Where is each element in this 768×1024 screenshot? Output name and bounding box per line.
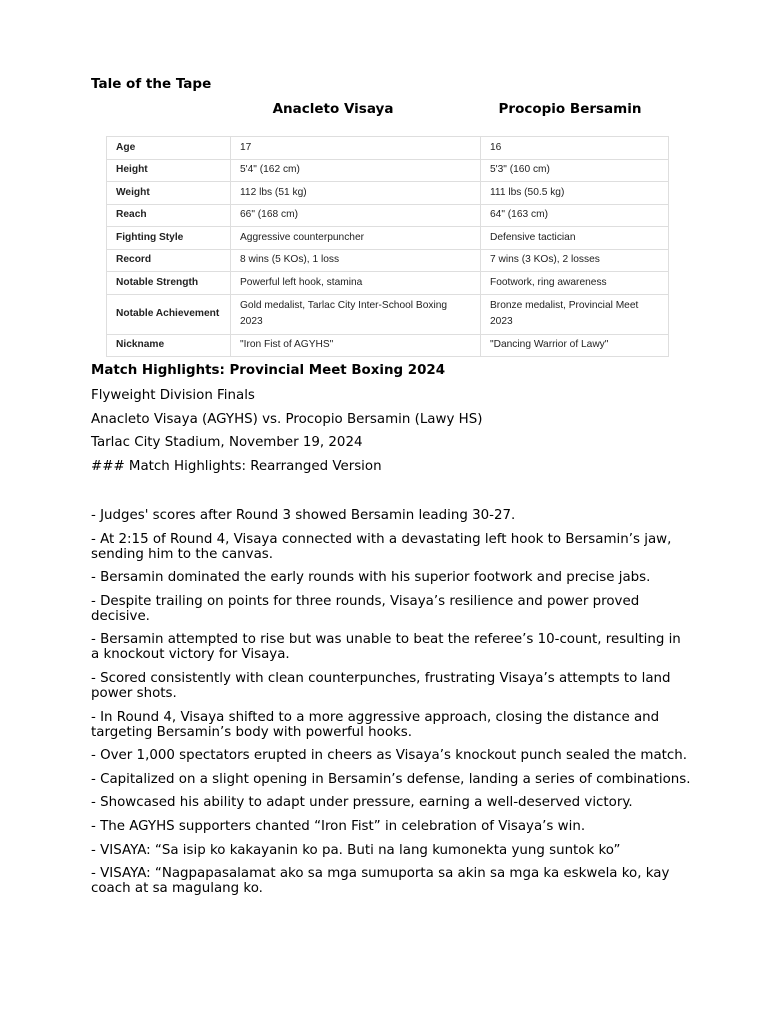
fighter-a-value: 8 wins (5 KOs), 1 loss [231, 249, 481, 272]
list-item: - Showcased his ability to adapt under pressure, earning a well-deserved victory. [91, 795, 633, 811]
table-row-notable-achievement [107, 294, 669, 334]
table-row-reach [107, 204, 669, 227]
list-item: - Judges' scores after Round 3 showed Bersamin leading 30-27. [91, 508, 516, 523]
fighter-b-value: 111 lbs (50.5 kg) [481, 182, 669, 205]
list-item: - Despite trailing on points for three rounds, Visaya’s resilience and power proved decisive. [91, 593, 640, 624]
list-item: - Capitalized on a slight opening in Bersamin’s defense, landing a series of combinations. [91, 771, 691, 787]
tale-of-tape-title: Tale of the Tape [91, 76, 212, 92]
rearranged-subheading: ### Match Highlights: Rearranged Version [91, 459, 382, 474]
list-item: - Bersamin attempted to rise but was unable to beat the referee’s 10-count, resulting in a knockout victory for Visaya. [91, 632, 681, 663]
row-label: Weight [107, 182, 231, 205]
fighter-b-value: 5'3" (160 cm) [481, 159, 669, 182]
list-item: - Over 1,000 spectators erupted in cheers as Visaya’s knockout punch sealed the match. [91, 748, 688, 764]
list-item: - In Round 4, Visaya shifted to a more aggressive approach, closing the distance and targeting Bersamin’s body with powerful hooks. [91, 709, 660, 740]
fighter-a-value: "Iron Fist of AGYHS" [231, 334, 481, 357]
fighter-b-value: 64" (163 cm) [481, 204, 669, 227]
highlights-heading: Match Highlights: Provincial Meet Boxing 2024 [91, 363, 446, 378]
fighter-a-value: 17 [231, 137, 481, 160]
highlights-list [91, 508, 691, 905]
matchup-line: Anacleto Visaya (AGYHS) vs. Procopio Bersamin (Lawy HS) [91, 412, 483, 427]
table-row-notable-strength [107, 272, 669, 295]
table-row-weight [107, 182, 669, 205]
table-row-fighting-style [107, 227, 669, 250]
fighter-b-value: Defensive tactician [481, 227, 669, 250]
fighter-b-value: 16 [481, 137, 669, 160]
list-item: - At 2:15 of Round 4, Visaya connected with a devastating left hook to Bersamin’s jaw, sending him to the canvas. [91, 531, 672, 562]
list-item: - Scored consistently with clean counterpunches, frustrating Visaya’s attempts to land power shots. [91, 670, 671, 701]
table-row-record [107, 249, 669, 272]
fighter-a-value: Gold medalist, Tarlac City Inter-School Boxing 2023 [231, 294, 481, 334]
row-label: Notable Achievement [107, 294, 231, 334]
table-row-age [107, 137, 669, 160]
fighter-b-header: Procopio Bersamin [498, 101, 642, 117]
fighter-a-value: 66" (168 cm) [231, 204, 481, 227]
fighter-b-value: 7 wins (3 KOs), 2 losses [481, 249, 669, 272]
table-row-height [107, 159, 669, 182]
fighter-a-value: 112 lbs (51 kg) [231, 182, 481, 205]
fighter-a-value: Powerful left hook, stamina [231, 272, 481, 295]
row-label: Notable Strength [107, 272, 231, 295]
fighter-a-value: Aggressive counterpuncher [231, 227, 481, 250]
fighter-a-header: Anacleto Visaya [272, 101, 394, 117]
fighter-b-value: Footwork, ring awareness [481, 272, 669, 295]
row-label: Age [107, 137, 231, 160]
row-label: Record [107, 249, 231, 272]
list-item: - Bersamin dominated the early rounds with his superior footwork and precise jabs. [91, 570, 651, 586]
row-label: Reach [107, 204, 231, 227]
row-label: Fighting Style [107, 227, 231, 250]
row-label: Nickname [107, 334, 231, 357]
table-row-nickname [107, 334, 669, 357]
list-item: - The AGYHS supporters chanted “Iron Fist” in celebration of Visaya’s win. [91, 818, 586, 834]
tale-of-tape-table [106, 136, 669, 357]
fighter-b-value: "Dancing Warrior of Lawy" [481, 334, 669, 357]
fighter-a-value: 5'4" (162 cm) [231, 159, 481, 182]
division-line: Flyweight Division Finals [91, 388, 255, 403]
row-label: Height [107, 159, 231, 182]
fighter-b-value: Bronze medalist, Provincial Meet 2023 [481, 294, 669, 334]
venue-line: Tarlac City Stadium, November 19, 2024 [91, 435, 363, 450]
list-item: - VISAYA: “Sa isip ko kakayanin ko pa. Buti na lang kumonekta yung suntok ko” [91, 842, 621, 858]
list-item: - VISAYA: “Nagpapasalamat ako sa mga sumuporta sa akin sa mga ka eskwela ko, kay coach at sa magulang ko. [91, 866, 670, 897]
